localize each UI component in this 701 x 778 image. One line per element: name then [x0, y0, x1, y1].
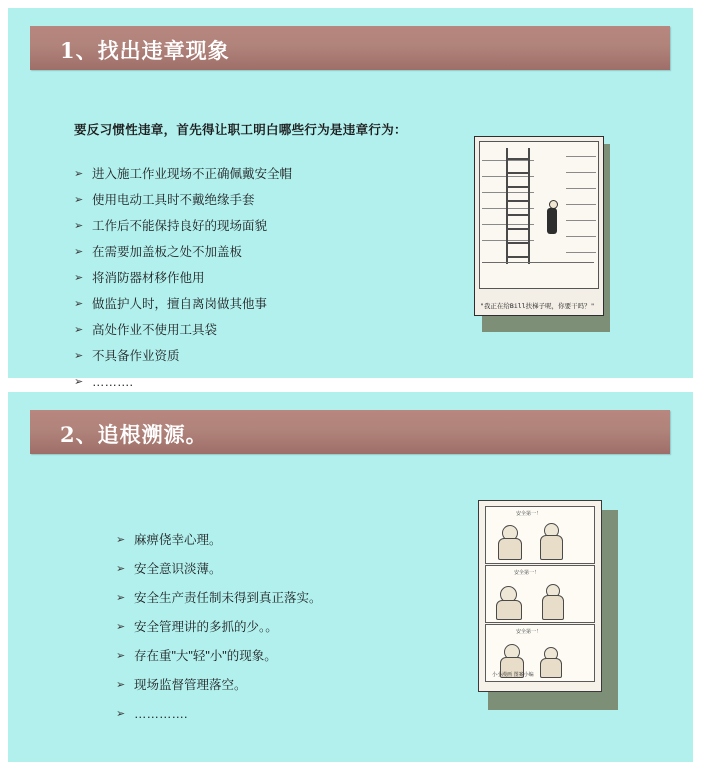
list-item: ➢ 安全管理讲的多抓的少。。 [116, 619, 322, 635]
slide-1-bullet-list [74, 166, 292, 400]
list-item: ➢ 将消防器材移作他用 [74, 270, 292, 286]
slide-2-bullet-list [116, 532, 322, 735]
slide-2-image [478, 500, 618, 710]
list-item: ➢ 安全意识淡薄。 [116, 561, 322, 577]
cartoon-strip-three-panels-icon [478, 500, 602, 692]
comic-panel [485, 565, 595, 623]
list-item: ➢ 进入施工作业现场不正确佩戴安全帽 [74, 166, 292, 182]
image-caption: "我正在给Bill扶梯子呢，你要干吗？" [480, 302, 595, 310]
list-item: ➢ 在需要加盖板之处不加盖板 [74, 244, 292, 260]
comic-panel [485, 506, 595, 564]
list-item: ➢ …………. [116, 706, 322, 722]
list-item: ➢ 使用电动工具时不戴绝缘手套 [74, 192, 292, 208]
list-item: ➢ 现场监督管理落空。 [116, 677, 322, 693]
comic-panel-label: 安全第一！ [514, 570, 540, 576]
slide-1-image [474, 136, 610, 332]
list-item: ➢ 安全生产责任制未得到真正落实。 [116, 590, 322, 606]
comic-panel-label: 安全第一！ [516, 511, 542, 517]
comic-footer-text: 小小漫画 图案小编 [492, 672, 534, 678]
list-item: ➢ 不具备作业资质 [74, 348, 292, 364]
list-item: ➢ ………. [74, 374, 292, 390]
slide-1-title-bar [30, 26, 670, 70]
list-item: ➢ 高处作业不使用工具袋 [74, 322, 292, 338]
slide-1 [8, 8, 693, 389]
cartoon-ladder-warehouse-icon [474, 136, 604, 316]
list-item: ➢ 工作后不能保持良好的现场面貌 [74, 218, 292, 234]
slide-2 [8, 392, 693, 762]
list-item: ➢ 存在重"大"轻"小"的现象。 [116, 648, 322, 664]
slide-1-intro-text: 要反习惯性违章，首先得让职工明白哪些行为是违章行为： [74, 123, 407, 137]
list-item: ➢ 做监护人时，擅自离岗做其他事 [74, 296, 292, 312]
comic-panel-label: 安全第一！ [516, 629, 542, 635]
list-item: ➢ 麻痹侥幸心理。 [116, 532, 322, 548]
comic-panel [485, 624, 595, 682]
slide-2-title: 2、追根溯源。 [60, 422, 208, 447]
slide-2-title-bar [30, 410, 670, 454]
slide-1-title: 1、找出违章现象 [60, 38, 230, 63]
cartoon-frame [479, 141, 599, 289]
